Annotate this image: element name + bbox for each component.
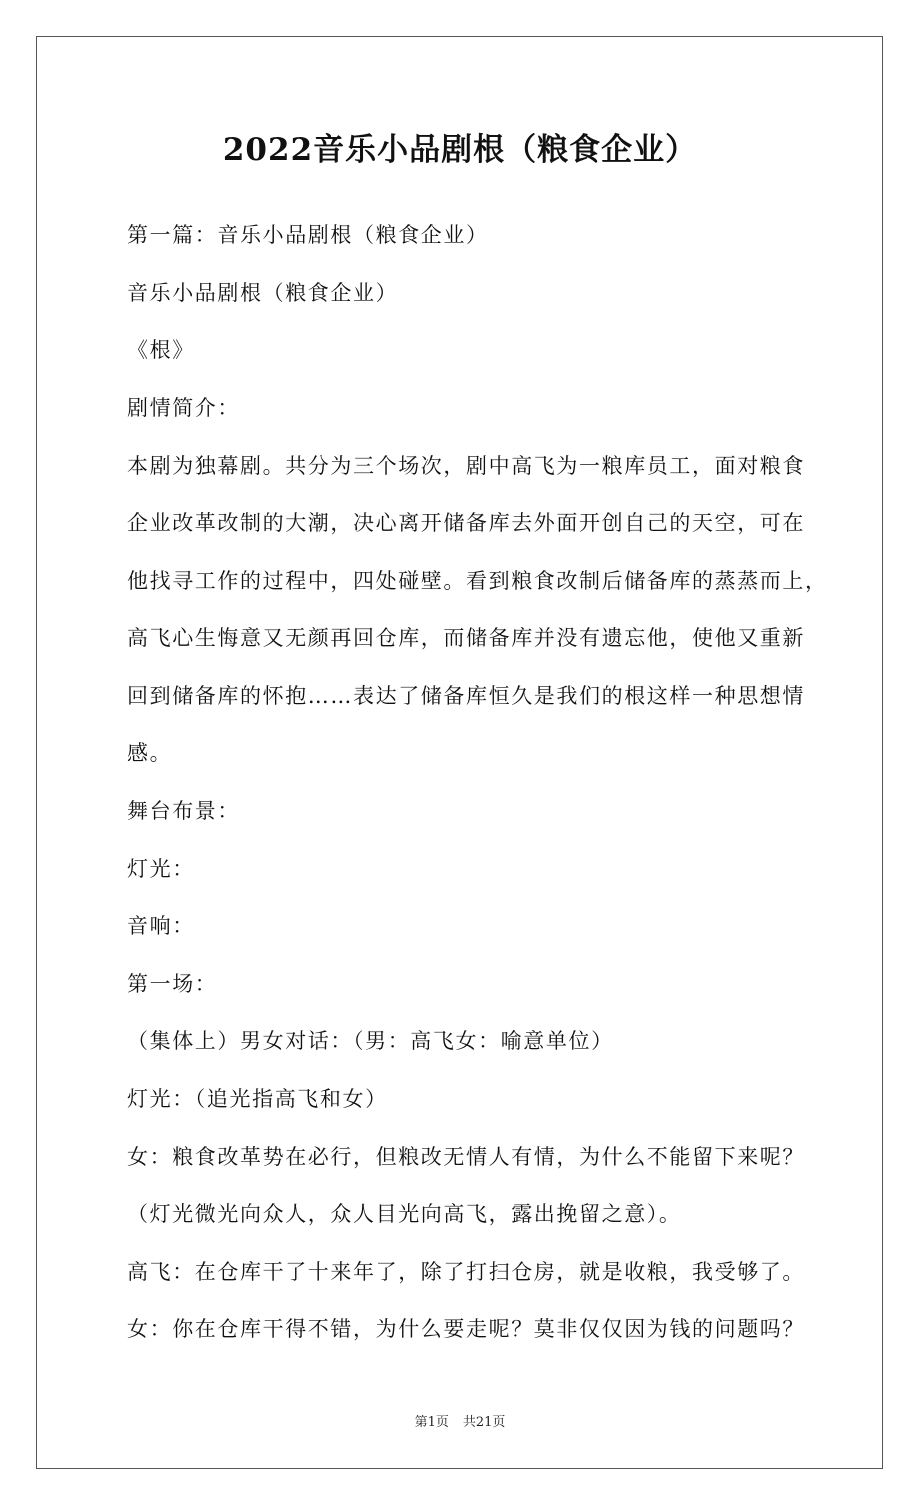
- body-line: 灯光：: [127, 857, 195, 881]
- body-line: 高飞心生悔意又无颜再回仓库，而储备库并没有遗忘他，使他又重新: [127, 626, 805, 650]
- body-line: 本剧为独幕剧。共分为三个场次，剧中高飞为一粮库员工，面对粮食: [127, 454, 805, 478]
- document-title: 2022音乐小品剧根（粮食企业）: [222, 132, 698, 168]
- body-line: （灯光微光向众人，众人目光向高飞，露出挽留之意）。: [127, 1202, 682, 1226]
- body-line: 《根》: [127, 338, 195, 362]
- body-line: 感。: [127, 741, 173, 765]
- body-line: 剧情简介：: [127, 396, 240, 420]
- body-line: 舞台布景：: [127, 799, 240, 823]
- page-footer: [0, 1413, 920, 1433]
- body-line: 女：你在仓库干得不错，为什么要走呢？莫非仅仅因为钱的问题吗？: [127, 1317, 805, 1341]
- body-line: 第一篇：音乐小品剧根（粮食企业）: [127, 223, 489, 247]
- body-line: 第一场：: [127, 972, 218, 996]
- body-line: 灯光：（追光指高飞和女）: [127, 1087, 388, 1111]
- body-line: 企业改革改制的大潮，决心离开储备库去外面开创自己的天空，可在: [127, 511, 805, 535]
- body-line: 高飞：在仓库干了十来年了，除了打扫仓房，就是收粮，我受够了。: [127, 1260, 805, 1284]
- body-line: 音乐小品剧根（粮食企业）: [127, 281, 399, 305]
- body-line: （集体上）男女对话：（男：高飞女：喻意单位）: [127, 1029, 614, 1053]
- body-line: 音响：: [127, 914, 195, 938]
- body-line: 回到储备库的怀抱……表达了储备库恒久是我们的根这样一种思想情: [127, 684, 805, 708]
- body-line: 女：粮食改革势在必行，但粮改无情人有情，为什么不能留下来呢？: [127, 1145, 805, 1169]
- body-line: 他找寻工作的过程中，四处碰壁。看到粮食改制后储备库的蒸蒸而上，: [127, 569, 828, 593]
- page-number: 第1页: [414, 1415, 449, 1430]
- page-total: 共21页: [462, 1415, 506, 1430]
